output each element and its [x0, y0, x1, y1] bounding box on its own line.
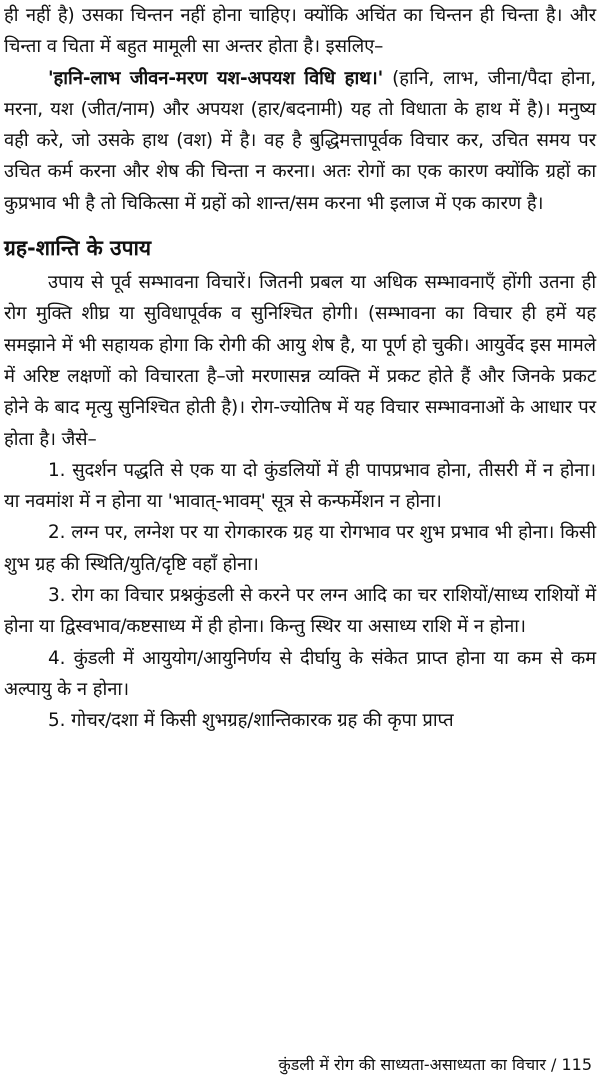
list-item-4: 4. कुंडली में आयुयोग/आयुनिर्णय से दीर्घायु के संकेत प्राप्त होना या कम से कम अल्पायु के न होना। — [4, 647, 596, 700]
running-title: कुंडली में रोग की साध्यता-असाध्यता का विचार — [278, 1055, 546, 1074]
list-item-1: 1. सुदर्शन पद्धति से एक या दो कुंडलियों में ही पापप्रभाव होना, तीसरी में न होना। या नवमांश में न होना या 'भावात्-भावम्' सूत्र से कन्फर्मेशन न होना। — [4, 459, 596, 513]
paragraph-2-rest: (हानि, लाभ, जीना/पैदा होना, मरना, यश (जीत/नाम) और अपयश (हार/बदनामी) यह तो विधाता के हाथ में है)। मनुष्य वही करे, जो उसके हाथ (वश) में है। वह है बुद्धिमत्तापूर्वक विचार कर, उचित समय पर उचित कर्म करना और शेष की चिन्ता न करना। अतः रोगों का एक कारण क्योंकि ग्रहों का कुप्रभाव भी है तो चिकित्सा में ग्रहों को शान्त/सम करना भी इलाज में एक कारण है। — [4, 67, 596, 214]
list-item-3: 3. रोग का विचार प्रश्नकुंडली से करने पर लग्न आदि का चर राशियों/साध्य राशियों में होना या द्विस्वभाव/कष्टसाध्य में ही होना। किन्तु स्थिर या असाध्य राशि में न होना। — [4, 585, 596, 638]
page-footer — [278, 1055, 592, 1075]
section-heading: ग्रह-शान्ति के उपाय — [4, 236, 152, 261]
list-item-2: 2. लग्न पर, लग्नेश पर या रोगकारक ग्रह या रोगभाव पर शुभ प्रभाव भी होना। किसी शुभ ग्रह की स्थिति/युति/दृष्टि वहाँ होना। — [4, 522, 596, 575]
section-intro: उपाय से पूर्व सम्भावना विचारें। जितनी प्रबल या अधिक सम्भावनाएँ होंगी उतना ही रोग मुक्ति शीघ्र या सुविधापूर्वक व सुनिश्चित होगी। (सम्भावना का विचार ही हमें यह समझाने में भी सहायक होगा कि रोगी की आयु शेष है, या पूर्ण हो चुकी। आयुर्वेद इस मामले में अरिष्ट लक्षणों को विचारता है–जो मरणासन्न व्यक्ति में प्रकट होते हैं और जिनके प्रकट होने के बाद मृत्यु सुनिश्चित होती है)। रोग-ज्योतिष में यह विचार सम्भावनाओं के आधार पर होता है। जैसे– — [4, 272, 596, 450]
paragraph-1: ही नहीं है) उसका चिन्तन नहीं होना चाहिए। क्योंकि अचिंत का चिन्तन ही चिन्ता है। और चिन्ता व चिता में बहुत मामूली सा अन्तर होता है। इसलिए– — [4, 5, 596, 58]
quote-bold: 'हानि-लाभ जीवन-मरण यश-अपयश विधि हाथ।' — [48, 67, 384, 89]
footer-separator: / — [550, 1055, 562, 1074]
page-number: 115 — [561, 1055, 592, 1074]
list-item-5: 5. गोचर/दशा में किसी शुभग्रह/शान्तिकारक ग्रह की कृपा प्राप्त — [48, 710, 454, 732]
paragraph-2 — [4, 63, 596, 219]
